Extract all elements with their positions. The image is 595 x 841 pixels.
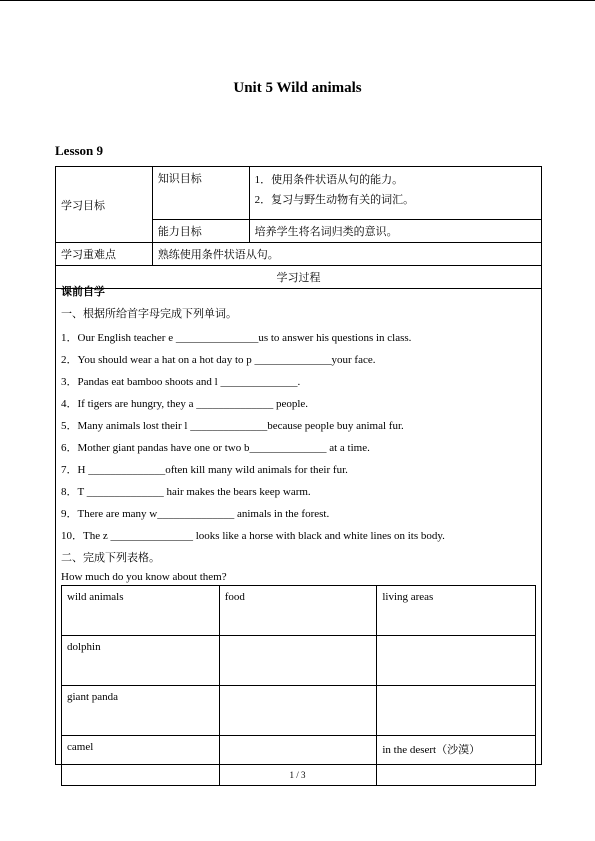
part1-instruction: 一、根据所给首字母完成下列单词。 — [61, 308, 237, 320]
exercise-sentence: 2．You should wear a hat on a hot day to p ______________your face. — [61, 354, 376, 366]
lesson-heading: Lesson 9 — [55, 143, 104, 158]
exercise-sentence: 1．Our English teacher e _______________us to answer his questions in class. — [61, 332, 412, 344]
food-cell[interactable] — [219, 636, 377, 686]
food-cell[interactable] — [219, 686, 377, 736]
animal-name-cell: camel — [62, 736, 220, 786]
ability-goal-text: 培养学生将名词归类的意识。 — [249, 220, 541, 243]
exercise-sentence: 7．H ______________often kill many wild animals for their fur. — [61, 464, 348, 476]
knowledge-item: 1．使用条件状语从句的能力。 — [254, 174, 404, 186]
goals-table — [55, 166, 542, 289]
knowledge-goal-items — [249, 167, 541, 220]
animals-table — [61, 585, 536, 786]
exercise-sentence: 5．Many animals lost their l ______________because people buy animal fur. — [61, 420, 404, 432]
living-area-cell: in the desert（沙漠） — [377, 736, 536, 786]
table-header: wild animals — [62, 586, 220, 636]
exercise-sentence: 8．T ______________ hair makes the bears keep warm. — [61, 486, 311, 498]
exercise-sentence: 4．If tigers are hungry, they a ______________ people. — [61, 398, 309, 410]
animal-name-cell: dolphin — [62, 636, 220, 686]
ability-goal-label: 能力目标 — [152, 220, 249, 243]
living-area-cell[interactable] — [377, 686, 536, 736]
key-points-text: 熟练使用条件状语从句。 — [152, 243, 541, 266]
table-row — [62, 636, 536, 686]
self-study-heading: 课前自学 — [61, 286, 105, 298]
page-number: 1 / 3 — [289, 770, 306, 780]
knowledge-goal-label: 知识目标 — [152, 167, 249, 220]
living-area-cell[interactable] — [377, 636, 536, 686]
exercise-sentence: 3．Pandas eat bamboo shoots and l ______________. — [61, 376, 301, 388]
exercise-sentence: 6．Mother giant pandas have one or two b______________ at a time. — [61, 442, 370, 454]
exercise-sentence: 9．There are many w______________ animals in the forest. — [61, 508, 330, 520]
goals-label: 学习目标 — [56, 167, 153, 243]
exercise-sentence: 10．The z _______________ looks like a horse with black and white lines on its body. — [61, 530, 445, 542]
table-row — [62, 686, 536, 736]
table-header: food — [219, 586, 377, 636]
self-study-section — [55, 278, 542, 765]
process-heading: 学习过程 — [56, 266, 542, 289]
knowledge-item: 2．复习与野生动物有关的词汇。 — [254, 194, 415, 206]
animal-name-cell: giant panda — [62, 686, 220, 736]
part2-instruction: 二、完成下列表格。 — [61, 552, 160, 564]
top-rule — [0, 0, 595, 1]
key-points-label: 学习重难点 — [56, 243, 153, 266]
table-header: living areas — [377, 586, 536, 636]
table-question: How much do you know about them? — [61, 571, 227, 583]
table-header-row — [62, 586, 536, 636]
unit-title: Unit 5 Wild animals — [233, 80, 362, 96]
